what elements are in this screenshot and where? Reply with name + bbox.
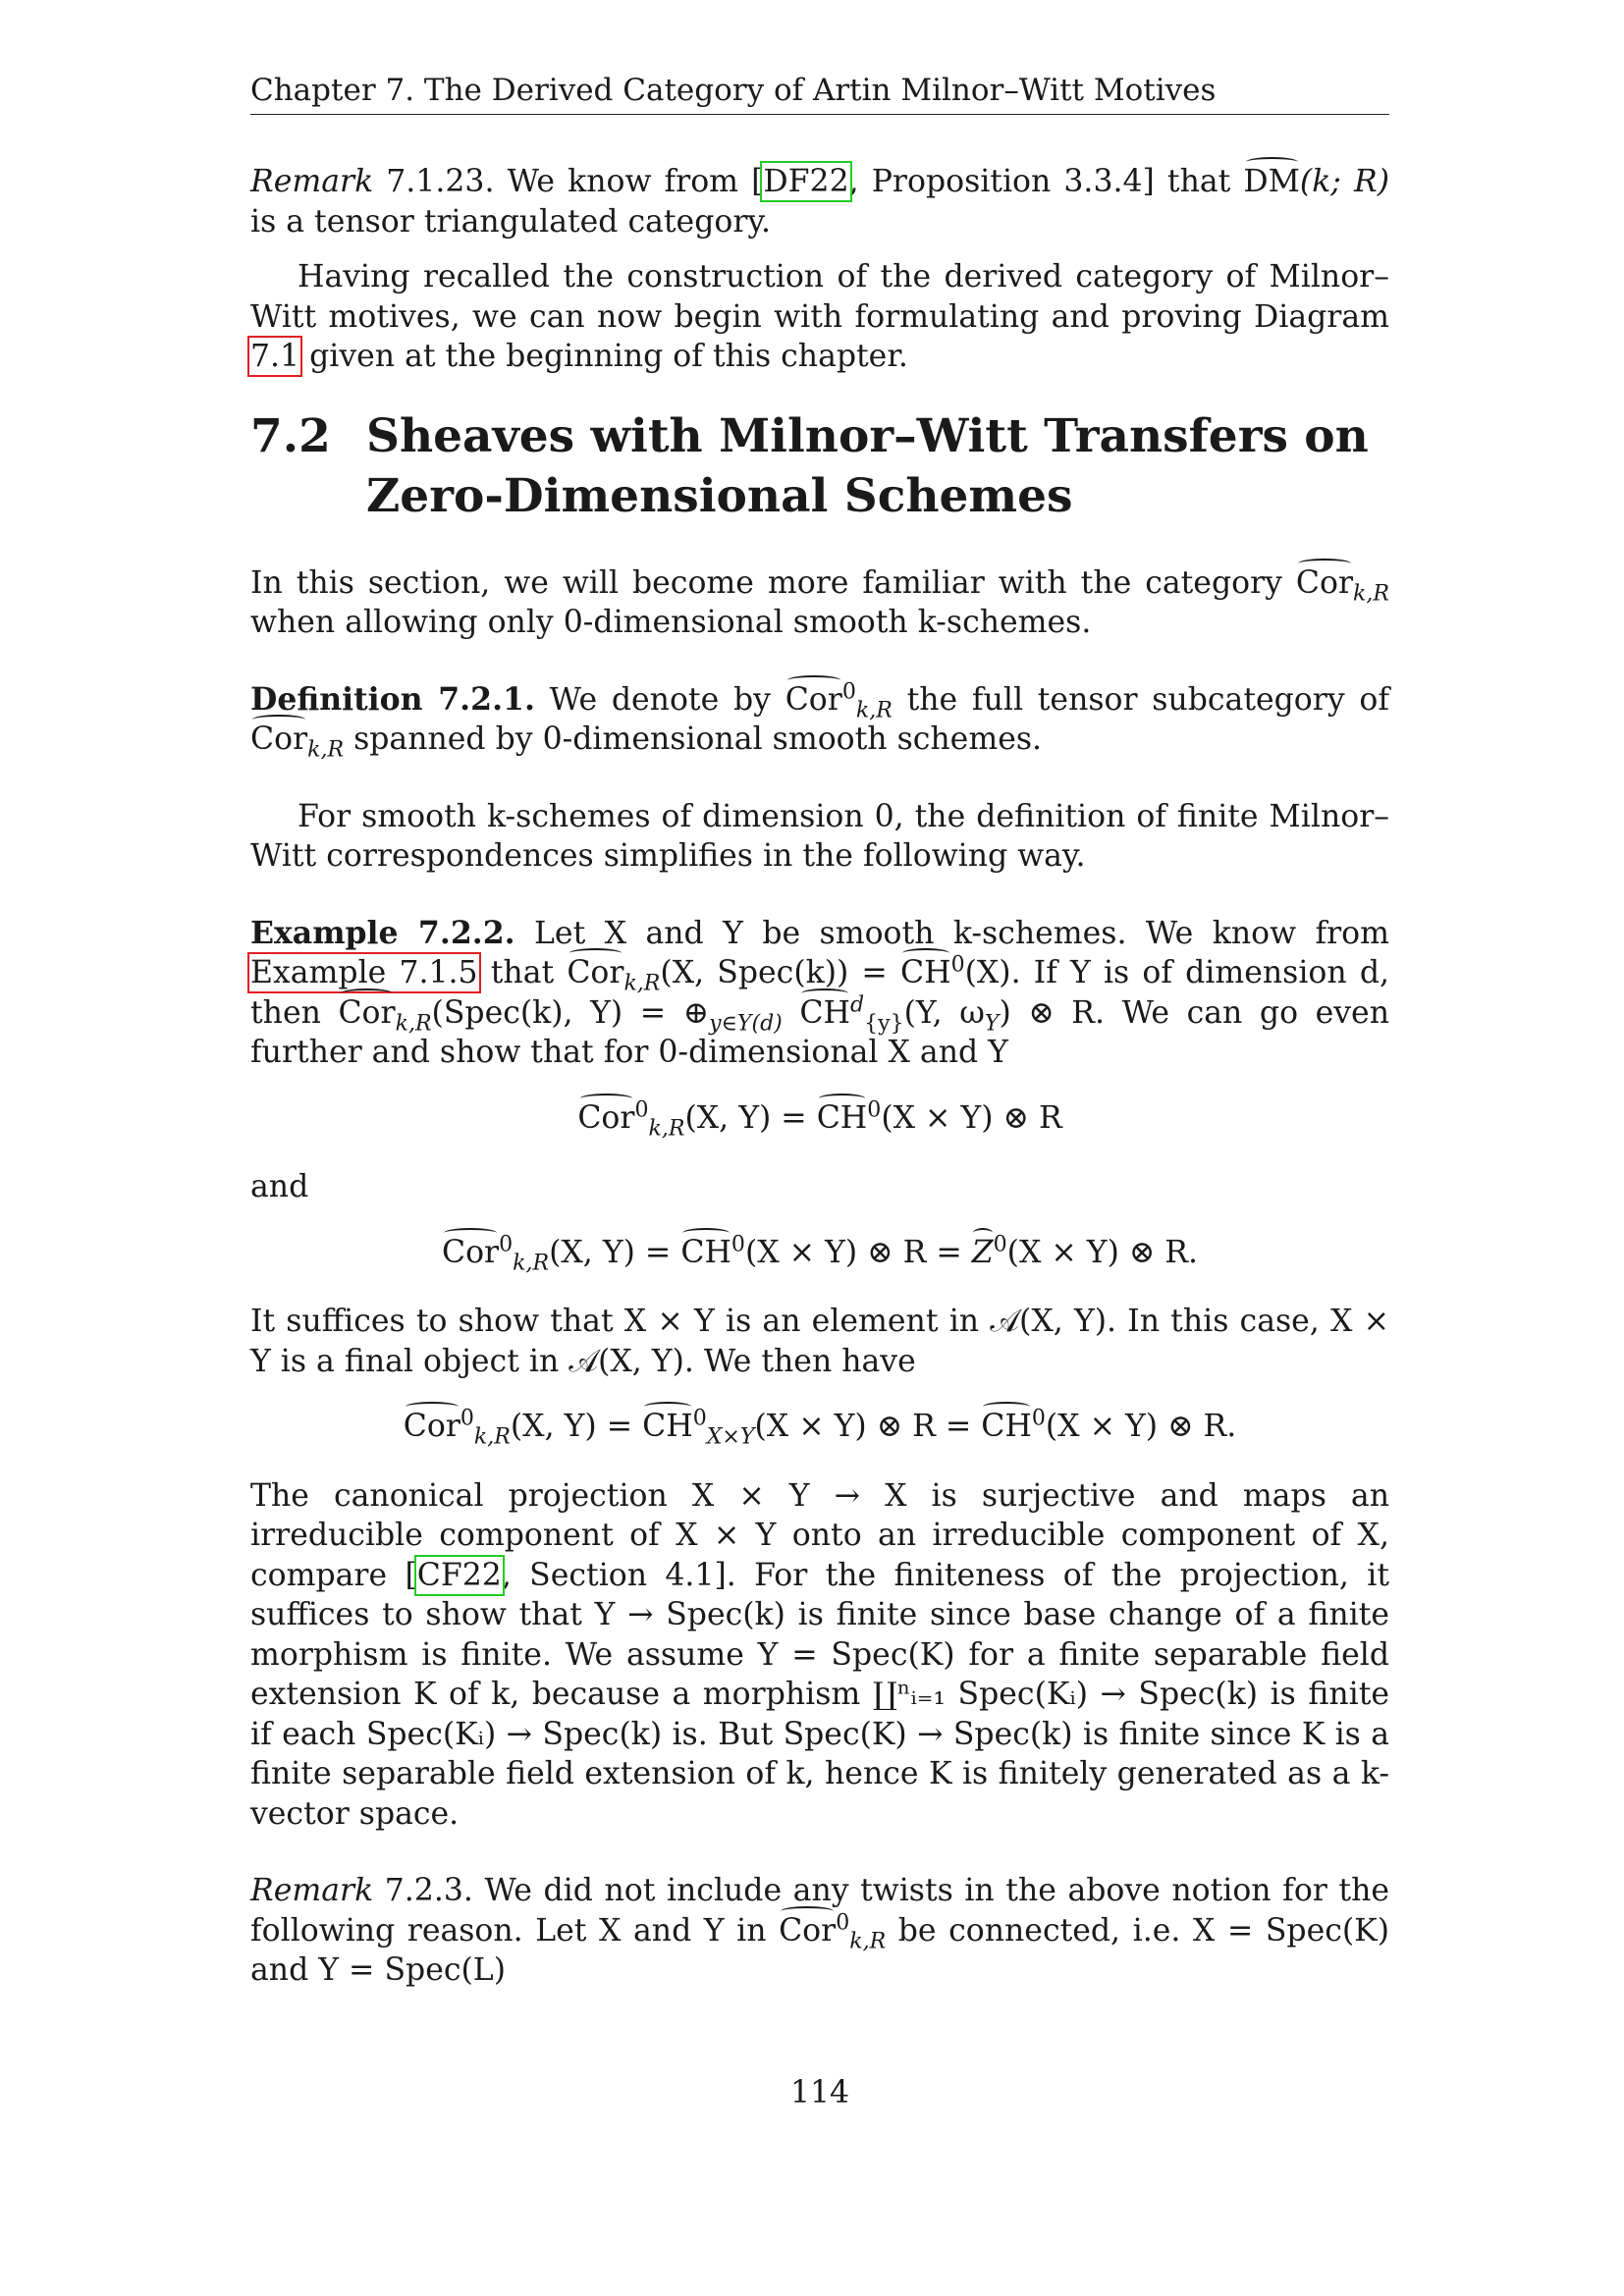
diagram-link-7-1[interactable]: 7.1 xyxy=(250,339,300,374)
paragraph-suffices: It suffices to show that X × Y is an element in 𝒜(X, Y). In this case, X × Y is a final object in 𝒜(X, Y). We then have xyxy=(250,1304,1389,1379)
cor-superscript: 0 xyxy=(460,1406,474,1431)
citation-link-cf22[interactable]: CF22 xyxy=(416,1557,502,1593)
paragraph-text: given at the beginning of this chapter. xyxy=(299,339,908,374)
example-link-7-1-5[interactable]: Example 7.1.5 xyxy=(250,955,478,990)
definition-text: spanned by 0-dimensional smooth schemes. xyxy=(344,721,1043,757)
section-heading xyxy=(250,406,1389,526)
page xyxy=(250,71,1390,2110)
example-7-2-2 xyxy=(250,914,1389,1073)
cor-subscript: k,R xyxy=(513,1250,550,1275)
example-text: that xyxy=(477,955,568,990)
paragraph-text: Having recalled the construction of the derived category of Milnor–Witt motives, we can now begin with formulating and proving Diagram xyxy=(250,259,1389,335)
cor-symbol: Cor xyxy=(250,720,307,760)
paragraph-intro xyxy=(250,563,1389,643)
page-number: 114 xyxy=(789,2075,850,2110)
paragraph-text: In this section, we will become more familiar with the category xyxy=(250,564,1296,601)
paragraph-projection xyxy=(250,1476,1389,1835)
paragraph-text: , Section 4.1]. For the finiteness of the projection, it suffices to show that Y → Spec(k) is finite since base change of a finite morphism is finite. We assume Y = Spec(K) for a finite separable field extension K of k, because a morphism ∐ⁿᵢ₌₁ Spec(Kᵢ) → Spec(k) is finite if each Spec(Kᵢ) → Spec(k) is. But Spec(K) → Spec(k) is finite since K is a finite separable field extension of k, hence K is finitely generated as a k-vector space. xyxy=(250,1557,1389,1832)
remark-text: , Proposition 3.3.4] that xyxy=(848,164,1244,199)
cor-subscript: k,R xyxy=(855,697,893,722)
equation-text: (X × Y) ⊗ R xyxy=(881,1099,1062,1136)
z-superscript: 0 xyxy=(993,1232,1007,1256)
remark-number: 7.2.3. xyxy=(384,1873,473,1908)
paragraph-text: when allowing only 0-dimensional smooth k-schemes. xyxy=(250,605,1092,640)
equation-text: (X × Y) ⊗ R. xyxy=(1006,1234,1199,1270)
example-label: Example 7.2.2. xyxy=(250,914,515,951)
ch-superscript: 0 xyxy=(731,1232,745,1256)
ch-symbol: CH xyxy=(817,1098,868,1139)
cor-superscript: 0 xyxy=(841,679,856,704)
section-title: Sheaves with Milnor–Witt Transfers on Zero-Dimensional Schemes xyxy=(366,408,1369,523)
remark-label: Remark xyxy=(250,164,374,199)
equation-text: (X, Y) = xyxy=(549,1234,681,1270)
cor-subscript: k,R xyxy=(849,1928,887,1953)
ch-symbol: CH xyxy=(799,993,850,1034)
paragraph-text: The canonical projection X × Y → X is surjective and maps an irreducible component of X × Y onto an irreducible component of X, compare [ xyxy=(250,1477,1389,1593)
remark-text: be connected, i.e. X = Spec(K) and Y = Spec(L) xyxy=(250,1912,1389,1988)
ch-symbol: CH xyxy=(900,953,951,993)
ch-subscript: {y} xyxy=(864,1010,904,1036)
citation-link-df22[interactable]: DF22 xyxy=(763,164,849,199)
omega-subscript: Y xyxy=(984,1010,1000,1036)
definition-7-2-1 xyxy=(250,679,1389,763)
ch-subscript: X×Y xyxy=(706,1424,755,1450)
cor-subscript: k,R xyxy=(395,1010,432,1036)
remark-text: We know from [ xyxy=(507,164,764,199)
cor-symbol: Cor xyxy=(577,1098,634,1139)
ch-symbol: CH xyxy=(642,1407,693,1447)
example-text: (Y, ω xyxy=(903,994,985,1031)
example-text: ) ⊗ R. We can go even further and show that for 0-dimensional X and Y xyxy=(250,994,1389,1070)
remark-text: We did not include any twists in the above notion for the following reason. Let X and Y in xyxy=(250,1873,1389,1949)
equation-text: (X × Y) ⊗ R = xyxy=(754,1409,982,1444)
cor-symbol: Cor xyxy=(404,1407,460,1447)
remark-7-2-3 xyxy=(250,1871,1389,1991)
example-text: (Spec(k), Y) = ⊕ xyxy=(431,994,710,1031)
definition-text: We denote by xyxy=(534,681,785,718)
cor-subscript: k,R xyxy=(473,1424,511,1450)
ch-superscript: 0 xyxy=(692,1406,707,1431)
ch-symbol: CH xyxy=(981,1407,1032,1447)
equation-text: (X × Y) ⊗ R. xyxy=(1045,1409,1237,1444)
ch-superscript: d xyxy=(849,992,865,1017)
definition-label: Definition 7.2.1. xyxy=(250,680,535,718)
ch-symbol: CH xyxy=(680,1233,731,1273)
connector-and: and xyxy=(250,1169,309,1204)
cor-symbol: Cor xyxy=(779,1911,836,1951)
section-number: 7.2 xyxy=(250,408,331,463)
paragraph-dimension-zero: For smooth k-schemes of dimension 0, the definition of finite Milnor–Witt correspondences simplifies in the following way. xyxy=(250,798,1389,874)
cor-symbol: Cor xyxy=(442,1233,499,1273)
remark-7-1-23 xyxy=(250,162,1389,241)
equation-text: (X, Y) = xyxy=(684,1099,817,1136)
equation-3 xyxy=(250,1406,1389,1450)
cor-subscript: k,R xyxy=(623,971,661,996)
cor-subscript: k,R xyxy=(1353,580,1389,606)
ch-superscript: 0 xyxy=(950,952,965,978)
equation-text: (X, Y) = xyxy=(510,1409,643,1444)
equation-2 xyxy=(250,1233,1389,1273)
cor-superscript: 0 xyxy=(836,1910,850,1935)
z-symbol: Z xyxy=(972,1233,994,1273)
cor-symbol: Cor xyxy=(785,680,842,721)
example-text: Let X and Y be smooth k-schemes. We know from xyxy=(514,915,1390,951)
remark-number: 7.1.23. xyxy=(386,164,495,199)
cor-superscript: 0 xyxy=(499,1232,514,1256)
cor-subscript: k,R xyxy=(648,1115,685,1141)
remark-text: is a tensor triangulated category. xyxy=(250,203,772,240)
dm-args: (k; R) xyxy=(1299,164,1389,199)
remark-label: Remark xyxy=(250,1873,374,1908)
example-text: (X). If Y is of dimension d, then xyxy=(250,955,1390,1031)
equation-1 xyxy=(250,1098,1389,1139)
ch-superscript: 0 xyxy=(1031,1406,1046,1431)
cor-symbol: Cor xyxy=(1296,563,1353,604)
cor-symbol: Cor xyxy=(567,953,623,993)
paragraph-recap xyxy=(250,257,1389,377)
equation-text: (X × Y) ⊗ R = xyxy=(744,1234,972,1270)
example-text: (X, Spec(k)) = xyxy=(660,955,900,990)
running-head: Chapter 7. The Derived Category of Artin Milnor–Witt Motives xyxy=(250,71,1389,115)
cor-superscript: 0 xyxy=(634,1097,649,1122)
ch-superscript: 0 xyxy=(867,1097,882,1122)
dm-symbol: DM xyxy=(1243,162,1300,202)
sum-subscript: y∈Y(d) xyxy=(709,1010,783,1036)
cor-subscript: k,R xyxy=(307,737,345,763)
definition-text: the full tensor subcategory of xyxy=(892,681,1389,718)
cor-symbol: Cor xyxy=(338,993,395,1034)
